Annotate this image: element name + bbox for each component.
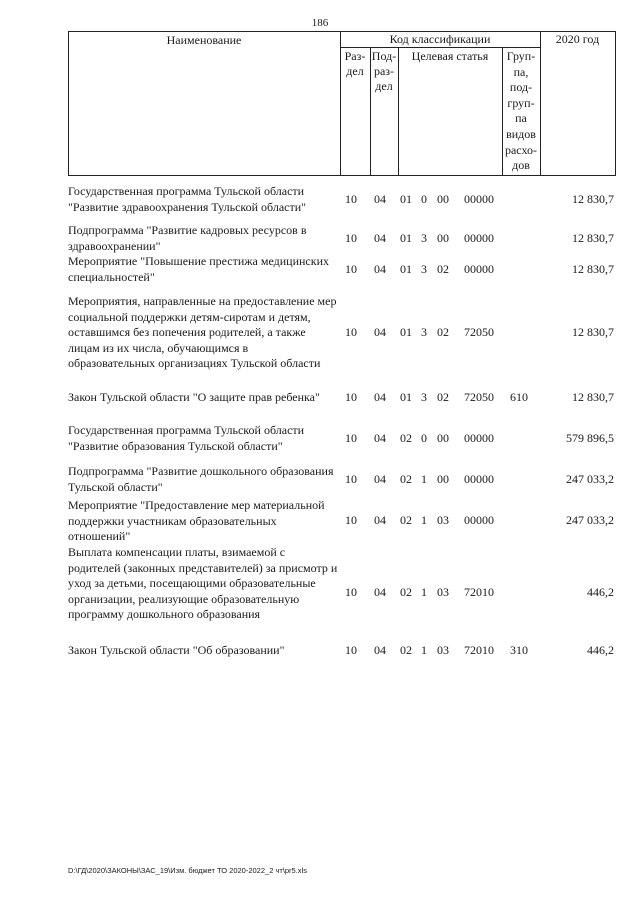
row-target-c: 02: [437, 390, 449, 404]
row-podrazdel: 04: [374, 643, 386, 657]
row-razdel: 10: [345, 325, 357, 339]
row-razdel: 10: [345, 643, 357, 657]
row-target-d: 00000: [464, 231, 494, 245]
row-target-b: 1: [421, 472, 427, 486]
header-razdel: Раз- дел: [344, 49, 366, 78]
header-podrazdel: Под- раз- дел: [371, 49, 397, 93]
row-target-d: 00000: [464, 431, 494, 445]
row-target-a: 02: [400, 513, 412, 527]
row-name: Мероприятия, направленные на предоставление мер социальной поддержки детям-сиротам и детям, оставшимся без попечения родителей, а также лицам из их числа, обучающимся в образовательных организациях Тульской области: [68, 294, 337, 370]
row-podrazdel: 04: [374, 262, 386, 276]
row-target-d: 00000: [464, 262, 494, 276]
row-razdel: 10: [345, 472, 357, 486]
row-podrazdel: 04: [374, 390, 386, 404]
row-name: Подпрограмма "Развитие кадровых ресурсов в здравоохранении": [68, 223, 307, 253]
row-group: 610: [510, 390, 528, 404]
row-target-c: 00: [437, 231, 449, 245]
row-name: Подпрограмма "Развитие дошкольного образования Тульской области": [68, 464, 334, 494]
row-target-a: 02: [400, 585, 412, 599]
row-podrazdel: 04: [374, 472, 386, 486]
header-group: Груп- па, под- груп- па видов расхо- дов: [504, 49, 538, 173]
row-razdel: 10: [345, 231, 357, 245]
row-amount: 247 033,2: [566, 472, 614, 486]
row-target-d: 72050: [464, 325, 494, 339]
row-target-c: 02: [437, 325, 449, 339]
row-name: Мероприятие "Повышение престижа медицинских специальностей": [68, 254, 330, 284]
row-target-a: 02: [400, 472, 412, 486]
row-amount: 12 830,7: [572, 262, 614, 276]
row-target-a: 01: [400, 231, 412, 245]
row-target-c: 03: [437, 513, 449, 527]
header-name: Наименование: [166, 33, 242, 47]
row-target-c: 03: [437, 643, 449, 657]
row-target-b: 3: [421, 325, 427, 339]
row-target-b: 0: [421, 431, 427, 445]
row-target-d: 72010: [464, 585, 494, 599]
row-target-d: 72050: [464, 390, 494, 404]
row-amount: 247 033,2: [566, 513, 614, 527]
row-target-d: 00000: [464, 472, 494, 486]
row-target-a: 01: [400, 262, 412, 276]
header-year: 2020 год: [555, 32, 600, 46]
row-target-c: 00: [437, 431, 449, 445]
row-target-a: 01: [400, 325, 412, 339]
row-razdel: 10: [345, 585, 357, 599]
row-razdel: 10: [345, 513, 357, 527]
row-amount: 579 896,5: [566, 431, 614, 445]
row-target-b: 0: [421, 192, 427, 206]
row-razdel: 10: [345, 431, 357, 445]
row-podrazdel: 04: [374, 192, 386, 206]
row-target-c: 00: [437, 192, 449, 206]
row-name: Выплата компенсации платы, взимаемой с родителей (законных представителей) за присмотр и уход за детьми, посещающими образовательные организации, реализующие образовательную программу дошкольного образования: [68, 545, 338, 621]
row-target-c: 02: [437, 262, 449, 276]
row-amount: 12 830,7: [572, 231, 614, 245]
row-target-c: 00: [437, 472, 449, 486]
row-name: Закон Тульской области "О защите прав ребенка": [68, 390, 320, 404]
row-target-c: 03: [437, 585, 449, 599]
row-amount: 12 830,7: [572, 325, 614, 339]
row-target-a: 02: [400, 431, 412, 445]
row-target-d: 72010: [464, 643, 494, 657]
row-target-b: 1: [421, 513, 427, 527]
row-target-a: 01: [400, 192, 412, 206]
row-target-b: 3: [421, 262, 427, 276]
row-name: Государственная программа Тульской области "Развитие здравоохранения Тульской области": [68, 184, 307, 214]
row-amount: 12 830,7: [572, 192, 614, 206]
row-amount: 12 830,7: [572, 390, 614, 404]
row-target-b: 1: [421, 643, 427, 657]
row-podrazdel: 04: [374, 513, 386, 527]
row-razdel: 10: [345, 390, 357, 404]
page-number: 186: [311, 17, 329, 29]
row-target-a: 01: [400, 390, 412, 404]
row-podrazdel: 04: [374, 325, 386, 339]
row-razdel: 10: [345, 192, 357, 206]
row-podrazdel: 04: [374, 431, 386, 445]
row-target-b: 3: [421, 231, 427, 245]
row-razdel: 10: [345, 262, 357, 276]
row-podrazdel: 04: [374, 585, 386, 599]
row-target-d: 00000: [464, 513, 494, 527]
row-name: Мероприятие "Предоставление мер материальной поддержки участникам образовательных отношений": [68, 498, 325, 543]
row-name: Закон Тульской области "Об образовании": [68, 643, 285, 657]
row-podrazdel: 04: [374, 231, 386, 245]
row-target-d: 00000: [464, 192, 494, 206]
row-target-b: 3: [421, 390, 427, 404]
header-classification: Код классификации: [389, 32, 491, 46]
row-group: 310: [510, 643, 528, 657]
header-target: Целевая статья: [411, 49, 489, 63]
row-target-b: 1: [421, 585, 427, 599]
file-path-footer: D:\ГД\2020\ЗАКОНЫ\ЗАС_19\Изм. бюджет ТО 2020-2022_2 чт\pr5.xls: [68, 866, 307, 875]
row-amount: 446,2: [587, 585, 614, 599]
row-name: Государственная программа Тульской области "Развитие образования Тульской области": [68, 423, 305, 453]
row-target-a: 02: [400, 643, 412, 657]
row-amount: 446,2: [587, 643, 614, 657]
